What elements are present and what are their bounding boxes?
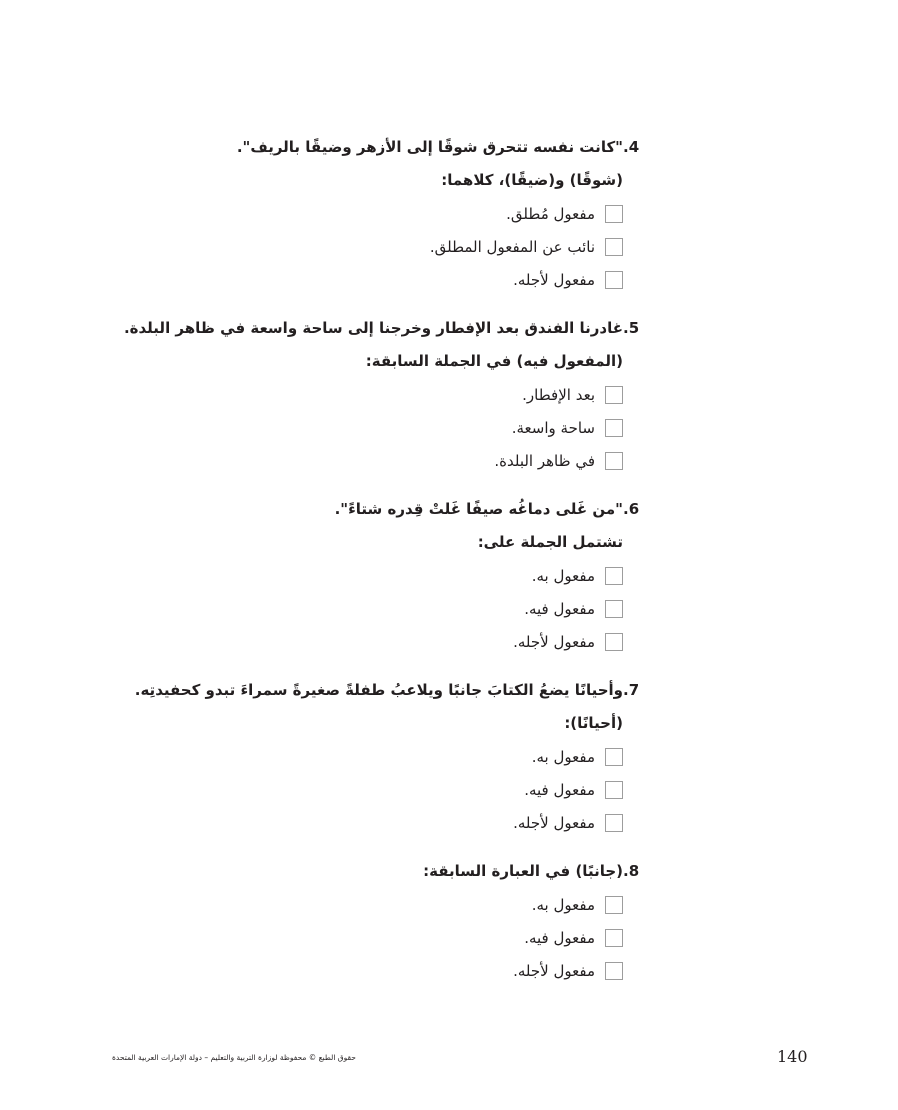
option-label: نائب عن المفعول المطلق. (429, 237, 595, 256)
option-label: مفعول به. (531, 747, 595, 766)
answer-option[interactable] (95, 954, 655, 987)
answer-option[interactable] (95, 444, 655, 477)
question-6-header (95, 493, 655, 526)
checkbox[interactable] (605, 600, 623, 618)
question-7-header (95, 674, 655, 707)
option-label: مفعول به. (531, 566, 595, 585)
question-number: .6 (623, 500, 640, 518)
answer-option[interactable] (95, 806, 655, 839)
option-label: مفعول لأجله. (513, 632, 595, 651)
checkbox[interactable] (605, 814, 623, 832)
question-text: غادرنا الفندق بعد الإفطار وخرجنا إلى ساحة واسعة في ظاهر البلدة. (123, 319, 623, 337)
page-number: 140 (777, 1047, 808, 1066)
option-label: مفعول فيه. (524, 928, 595, 947)
option-label: مفعول مُطلق. (506, 204, 595, 223)
answer-option[interactable] (95, 559, 655, 592)
question-number: .7 (623, 681, 640, 699)
question-4-header (95, 131, 655, 164)
answer-option[interactable] (95, 888, 655, 921)
question-prompt: (أحيانًا): (564, 714, 623, 732)
question-number: .5 (623, 319, 640, 337)
question-text: "كانت نفسه تتحرق شوقًا إلى الأزهر وضيقًا بالريف". (236, 138, 623, 156)
question-prompt: (شوقًا) و(ضيقًا)، كلاهما: (441, 171, 623, 189)
answer-option[interactable] (95, 740, 655, 773)
option-label: مفعول فيه. (524, 599, 595, 618)
checkbox[interactable] (605, 452, 623, 470)
answer-option[interactable] (95, 411, 655, 444)
checkbox[interactable] (605, 748, 623, 766)
checkbox[interactable] (605, 238, 623, 256)
option-label: مفعول لأجله. (513, 961, 595, 980)
option-label: مفعول لأجله. (513, 270, 595, 289)
answer-option[interactable] (95, 592, 655, 625)
checkbox[interactable] (605, 386, 623, 404)
option-label: مفعول به. (531, 895, 595, 914)
checkbox[interactable] (605, 781, 623, 799)
answer-option[interactable] (95, 625, 655, 658)
question-5 (95, 312, 655, 477)
question-text: وأحيانًا يضعُ الكتابَ جانبًا ويلاعبُ طفلةً صغيرةً سمراءَ تبدو كحفيدتِه. (134, 681, 623, 699)
checkbox[interactable] (605, 962, 623, 980)
checkbox[interactable] (605, 896, 623, 914)
question-7 (95, 674, 655, 839)
option-label: في ظاهر البلدة. (494, 451, 595, 470)
option-label: ساحة واسعة. (511, 418, 595, 437)
copyright-notice: حقوق الطبع © محفوظة لوزارة التربية والتعليم – دولة الإمارات العربية المتحدة (112, 1053, 356, 1062)
answer-option[interactable] (95, 197, 655, 230)
checkbox[interactable] (605, 633, 623, 651)
answer-option[interactable] (95, 263, 655, 296)
question-prompt: تشتمل الجملة على: (477, 533, 623, 551)
answer-option[interactable] (95, 921, 655, 954)
question-text: "من غَلى دماغُه صيفًا غَلتْ قِدره شتاءً". (334, 500, 623, 518)
question-8-header (95, 855, 655, 888)
question-text: (جانبًا) في العبارة السابقة: (423, 862, 623, 880)
checkbox[interactable] (605, 271, 623, 289)
question-number: .4 (623, 138, 640, 156)
answer-option[interactable] (95, 378, 655, 411)
question-number: .8 (623, 862, 640, 880)
question-8 (95, 855, 655, 987)
option-label: بعد الإفطار. (522, 385, 595, 404)
checkbox[interactable] (605, 205, 623, 223)
option-label: مفعول لأجله. (513, 813, 595, 832)
question-4 (95, 131, 655, 296)
option-label: مفعول فيه. (524, 780, 595, 799)
question-5-header (95, 312, 655, 345)
answer-option[interactable] (95, 773, 655, 806)
checkbox[interactable] (605, 567, 623, 585)
answer-option[interactable] (95, 230, 655, 263)
question-prompt: (المفعول فيه) في الجملة السابقة: (365, 352, 623, 370)
checkbox[interactable] (605, 929, 623, 947)
checkbox[interactable] (605, 419, 623, 437)
question-6 (95, 493, 655, 658)
